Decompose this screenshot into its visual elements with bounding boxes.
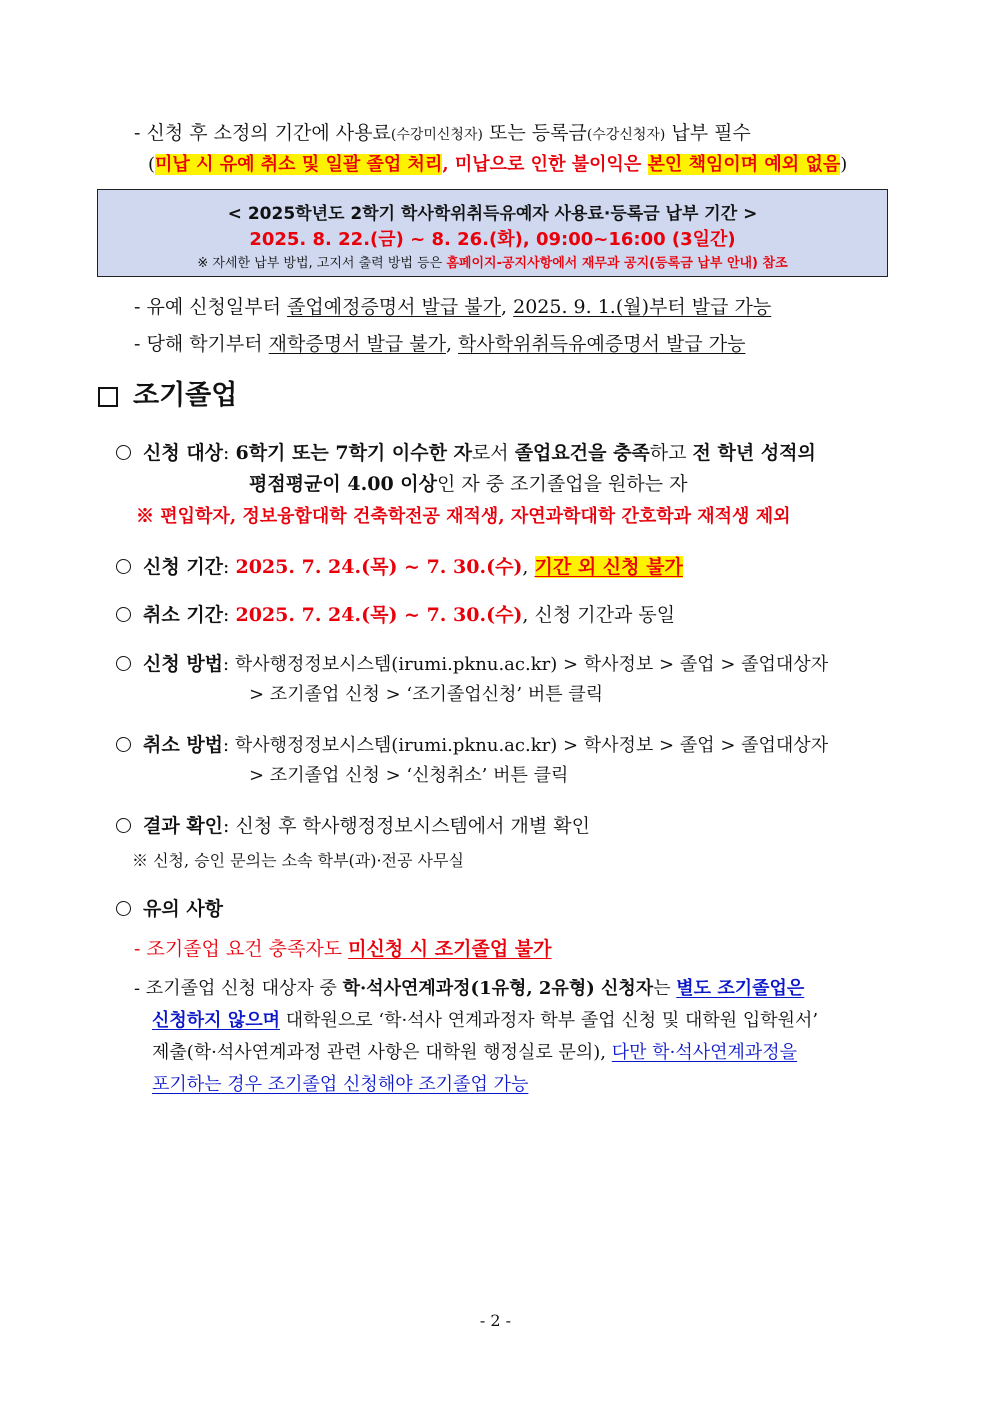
warning-text: , 미납으로 인한 불이익은 (442, 154, 648, 175)
cert1-underline-1: 졸업예정증명서 발급 불가 (287, 296, 502, 318)
caution-2-text-2: 는 (653, 978, 677, 999)
caution-2-line4: 포기하는 경우 조기졸업 신청해야 조기졸업 가능 (152, 1074, 529, 1095)
apply-period-note: 기간 외 신청 불가 (534, 556, 683, 578)
target-text-1: 로서 (471, 442, 515, 464)
box-period: 2025. 8. 22.(금) ~ 8. 26.(화), 09:00~16:00 (3일간) (249, 229, 736, 250)
section-title: 조기졸업 (133, 380, 238, 411)
payment-period-box (97, 189, 888, 277)
cert2-underline-1: 재학증명서 발급 불가 (268, 333, 446, 355)
circle-bullet-icon (116, 445, 131, 460)
item-apply-period (116, 556, 683, 579)
cancel-period-colon: : (223, 604, 236, 626)
target-exclusion: ※ 편입학자, 정보융합대학 건축학전공 재적생, 자연과학대학 간호학과 재적생 제외 (136, 506, 791, 527)
apply-method-path: : 학사행정정보시스템(irumi.pknu.ac.kr) > 학사정보 > 졸업 > 졸업대상자 (223, 654, 829, 675)
paren-close: ) (840, 154, 848, 175)
target-bold-2: 졸업요건을 충족 (514, 442, 650, 464)
cert-line-1 (134, 296, 771, 319)
cancel-method-label: 취소 방법 (143, 734, 224, 756)
item-caution (116, 898, 223, 921)
box-note (98, 252, 887, 271)
target-text-2: 하고 (649, 442, 693, 464)
caution-2-blue-2: 신청하지 않으며 (152, 1010, 280, 1031)
target-bold-1: 6학기 또는 7학기 이수한 자 (235, 442, 472, 464)
warning-highlight-2: 본인 책임이며 예외 없음 (647, 154, 841, 175)
apply-period-sep: , (522, 556, 535, 578)
caution-2-line2 (152, 1010, 818, 1032)
cert1-underline-2: 2025. 9. 1.(월)부터 발급 가능 (513, 296, 772, 318)
paren-open: ( (148, 154, 156, 175)
cert2-sep: , (445, 333, 459, 355)
fee-line-note-2: (수강신청자) (586, 127, 666, 143)
apply-method-label: 신청 방법 (143, 653, 224, 675)
apply-period-label: 신청 기간 (143, 556, 224, 578)
item-result (116, 815, 590, 838)
caution-2-blue-3: 다만 학·석사연계과정을 (611, 1042, 798, 1063)
caution-1-emphasis: 미신청 시 조기졸업 불가 (348, 938, 552, 960)
cancel-method-line2: > 조기졸업 신청 > ‘신청취소’ 버튼 클릭 (249, 765, 569, 786)
result-text: : 신청 후 학사행정정보시스템에서 개별 확인 (223, 815, 591, 837)
fee-line (134, 122, 751, 145)
item-target (116, 442, 816, 465)
circle-bullet-icon (116, 737, 131, 752)
box-note-text: ※ 자세한 납부 방법, 고지서 출력 방법 등은 (197, 256, 447, 271)
caution-2-line3 (152, 1042, 797, 1064)
item-apply-method (116, 653, 828, 676)
caution-1 (134, 938, 552, 961)
apply-period-date: 2025. 7. 24.(목) ~ 7. 30.(수) (235, 556, 523, 578)
fee-line-text-3: 납부 필수 (665, 122, 751, 144)
cert1-text: - 유예 신청일부터 (134, 296, 288, 318)
result-label: 결과 확인 (143, 815, 224, 837)
caution-1-text: - 조기졸업 요건 충족자도 (134, 938, 349, 960)
page-number: - 2 - (479, 1311, 512, 1330)
circle-bullet-icon (116, 559, 131, 574)
target-text-3: 인 자 중 조기졸업을 원하는 자 (436, 473, 688, 495)
circle-bullet-icon (116, 656, 131, 671)
target-label: 신청 대상 (143, 442, 224, 464)
cert-line-2 (134, 333, 745, 356)
cancel-period-note: , 신청 기간과 동일 (522, 604, 676, 626)
cert2-text: - 당해 학기부터 (134, 333, 269, 355)
caution-label: 유의 사항 (143, 898, 224, 920)
cancel-period-date: 2025. 7. 24.(목) ~ 7. 30.(수) (235, 604, 523, 626)
result-note: ※ 신청, 승인 문의는 소속 학부(과)·전공 사무실 (132, 851, 464, 870)
item-target-line2 (249, 473, 687, 496)
cancel-method-path: : 학사행정정보시스템(irumi.pknu.ac.kr) > 학사정보 > 졸업 > 졸업대상자 (223, 735, 829, 756)
circle-bullet-icon (116, 901, 131, 916)
apply-method-line2: > 조기졸업 신청 > ‘조기졸업신청’ 버튼 클릭 (249, 684, 604, 705)
fee-line-text: - 신청 후 소정의 기간에 사용료 (134, 122, 391, 144)
circle-bullet-icon (116, 818, 131, 833)
caution-2-text-4: 제출(학·석사연계과정 관련 사항은 대학원 행정실로 문의), (152, 1042, 612, 1063)
cert2-underline-2: 학사학위취득유예증명서 발급 가능 (458, 333, 746, 355)
apply-period-colon: : (223, 556, 236, 578)
box-title: < 2025학년도 2학기 학사학위취득유예자 사용료·등록금 납부 기간 > (227, 204, 758, 224)
caution-2-text-1: - 조기졸업 신청 대상자 중 (134, 978, 343, 999)
item-cancel-method (116, 734, 828, 757)
caution-2-line1 (134, 978, 804, 1000)
target-colon: : (223, 442, 236, 464)
fee-line-note-1: (수강미신청자) (390, 127, 483, 143)
caution-2-text-3: 대학원으로 ‘학·석사 연계과정자 학부 졸업 신청 및 대학원 입학원서’ (279, 1010, 819, 1031)
target-bold-4: 평점평균이 4.00 이상 (249, 473, 437, 495)
circle-bullet-icon (116, 607, 131, 622)
caution-2-bold: 학·석사연계과정(1유형, 2유형) 신청자 (342, 978, 654, 999)
caution-2-blue-1: 별도 조기졸업은 (676, 978, 805, 999)
cancel-period-label: 취소 기간 (143, 604, 224, 626)
warning-highlight-1: 미납 시 유예 취소 및 일괄 졸업 처리 (155, 154, 443, 175)
cert1-sep: , (501, 296, 514, 318)
target-bold-3: 전 학년 성적의 (692, 442, 816, 464)
item-cancel-period (116, 604, 675, 627)
fee-line-text-2: 또는 등록금 (482, 122, 587, 144)
box-note-link: 홈페이지-공지사항에서 재무과 공지(등록금 납부 안내) 참조 (446, 256, 788, 271)
section-checkbox-icon (98, 387, 118, 407)
unpaid-warning (148, 154, 847, 176)
